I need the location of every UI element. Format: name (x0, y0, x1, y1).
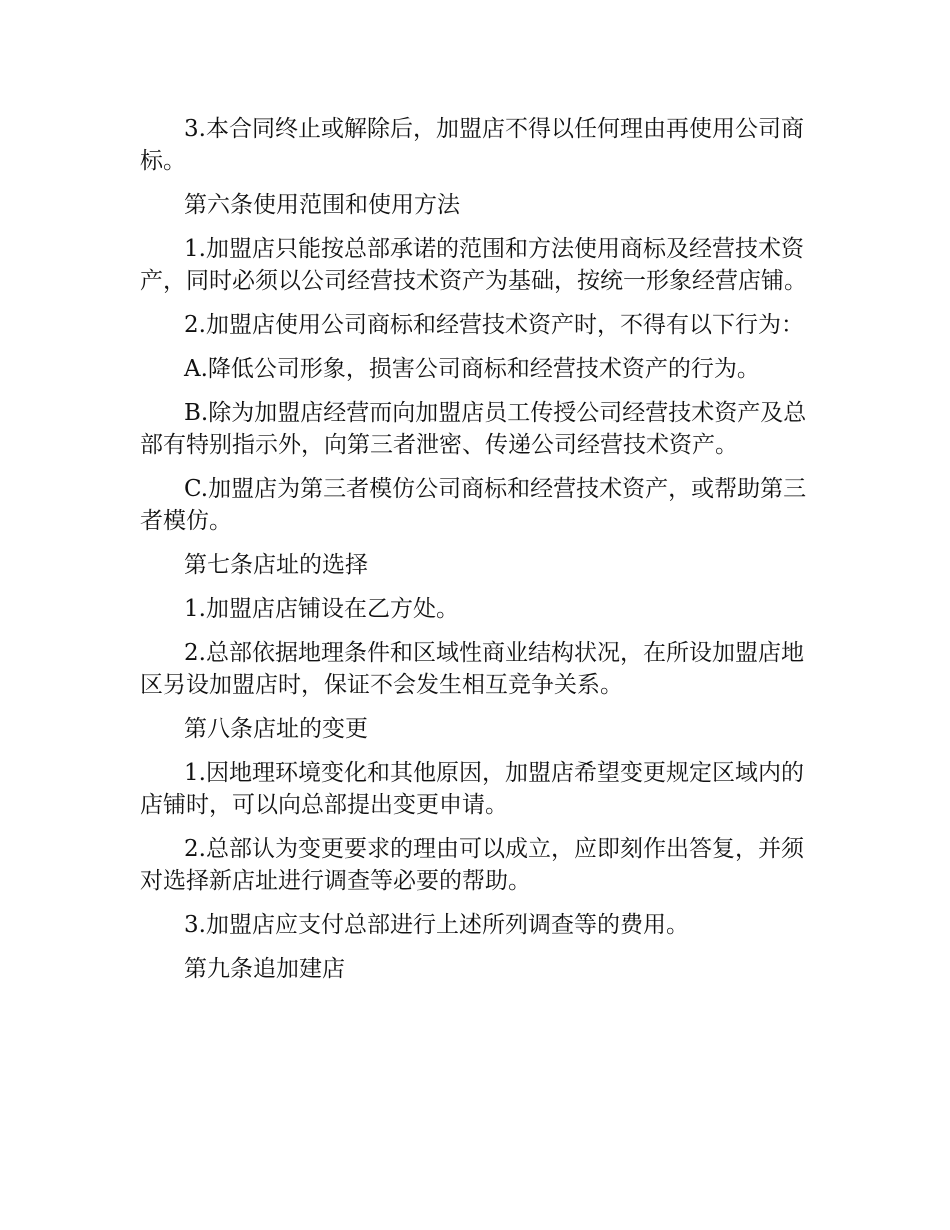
heading-article-6: 第六条使用范围和使用方法 (184, 192, 460, 218)
heading-article-9: 第九条追加建店 (184, 956, 345, 982)
paragraph-article-6-item-b: B.除为加盟店经营而向加盟店员工传授公司经营技术资产及总部有特别指示外，向第三者泄密、传递公司经营技术资产。 (140, 400, 807, 458)
paragraph-article-6-item-1: 1.加盟店只能按总部承诺的范围和方法使用商标及经营技术资产，同时必须以公司经营技术资产为基础，按统一形象经营店铺。 (140, 236, 807, 294)
paragraph-article-8-item-1: 1.因地理环境变化和其他原因，加盟店希望变更规定区域内的店铺时，可以向总部提出变更申请。 (140, 760, 804, 818)
paragraph-article-8-item-2: 2.总部认为变更要求的理由可以成立，应即刻作出答复，并须对选择新店址进行调查等必要的帮助。 (140, 836, 804, 894)
paragraph-article-8-item-3: 3.加盟店应支付总部进行上述所列调查等的费用。 (184, 912, 689, 938)
paragraph-article-6-item-a: A.降低公司形象，损害公司商标和经营技术资产的行为。 (184, 356, 760, 382)
paragraph-article-7-item-1: 1.加盟店店铺设在乙方处。 (184, 596, 459, 622)
paragraph-article-6-item-c: C.加盟店为第三者模仿公司商标和经营技术资产，或帮助第三者模仿。 (140, 476, 807, 534)
paragraph-article-6-item-2: 2.加盟店使用公司商标和经营技术资产时，不得有以下行为： (184, 312, 804, 338)
document-body (140, 113, 812, 997)
paragraph-article-7-item-2: 2.总部依据地理条件和区域性商业结构状况，在所设加盟店地区另设加盟店时，保证不会发生相互竞争关系。 (140, 640, 804, 698)
paragraph-clause-5-item-3: 3.本合同终止或解除后，加盟店不得以任何理由再使用公司商标。 (140, 116, 804, 174)
heading-article-7: 第七条店址的选择 (184, 552, 368, 578)
heading-article-8: 第八条店址的变更 (184, 716, 368, 742)
